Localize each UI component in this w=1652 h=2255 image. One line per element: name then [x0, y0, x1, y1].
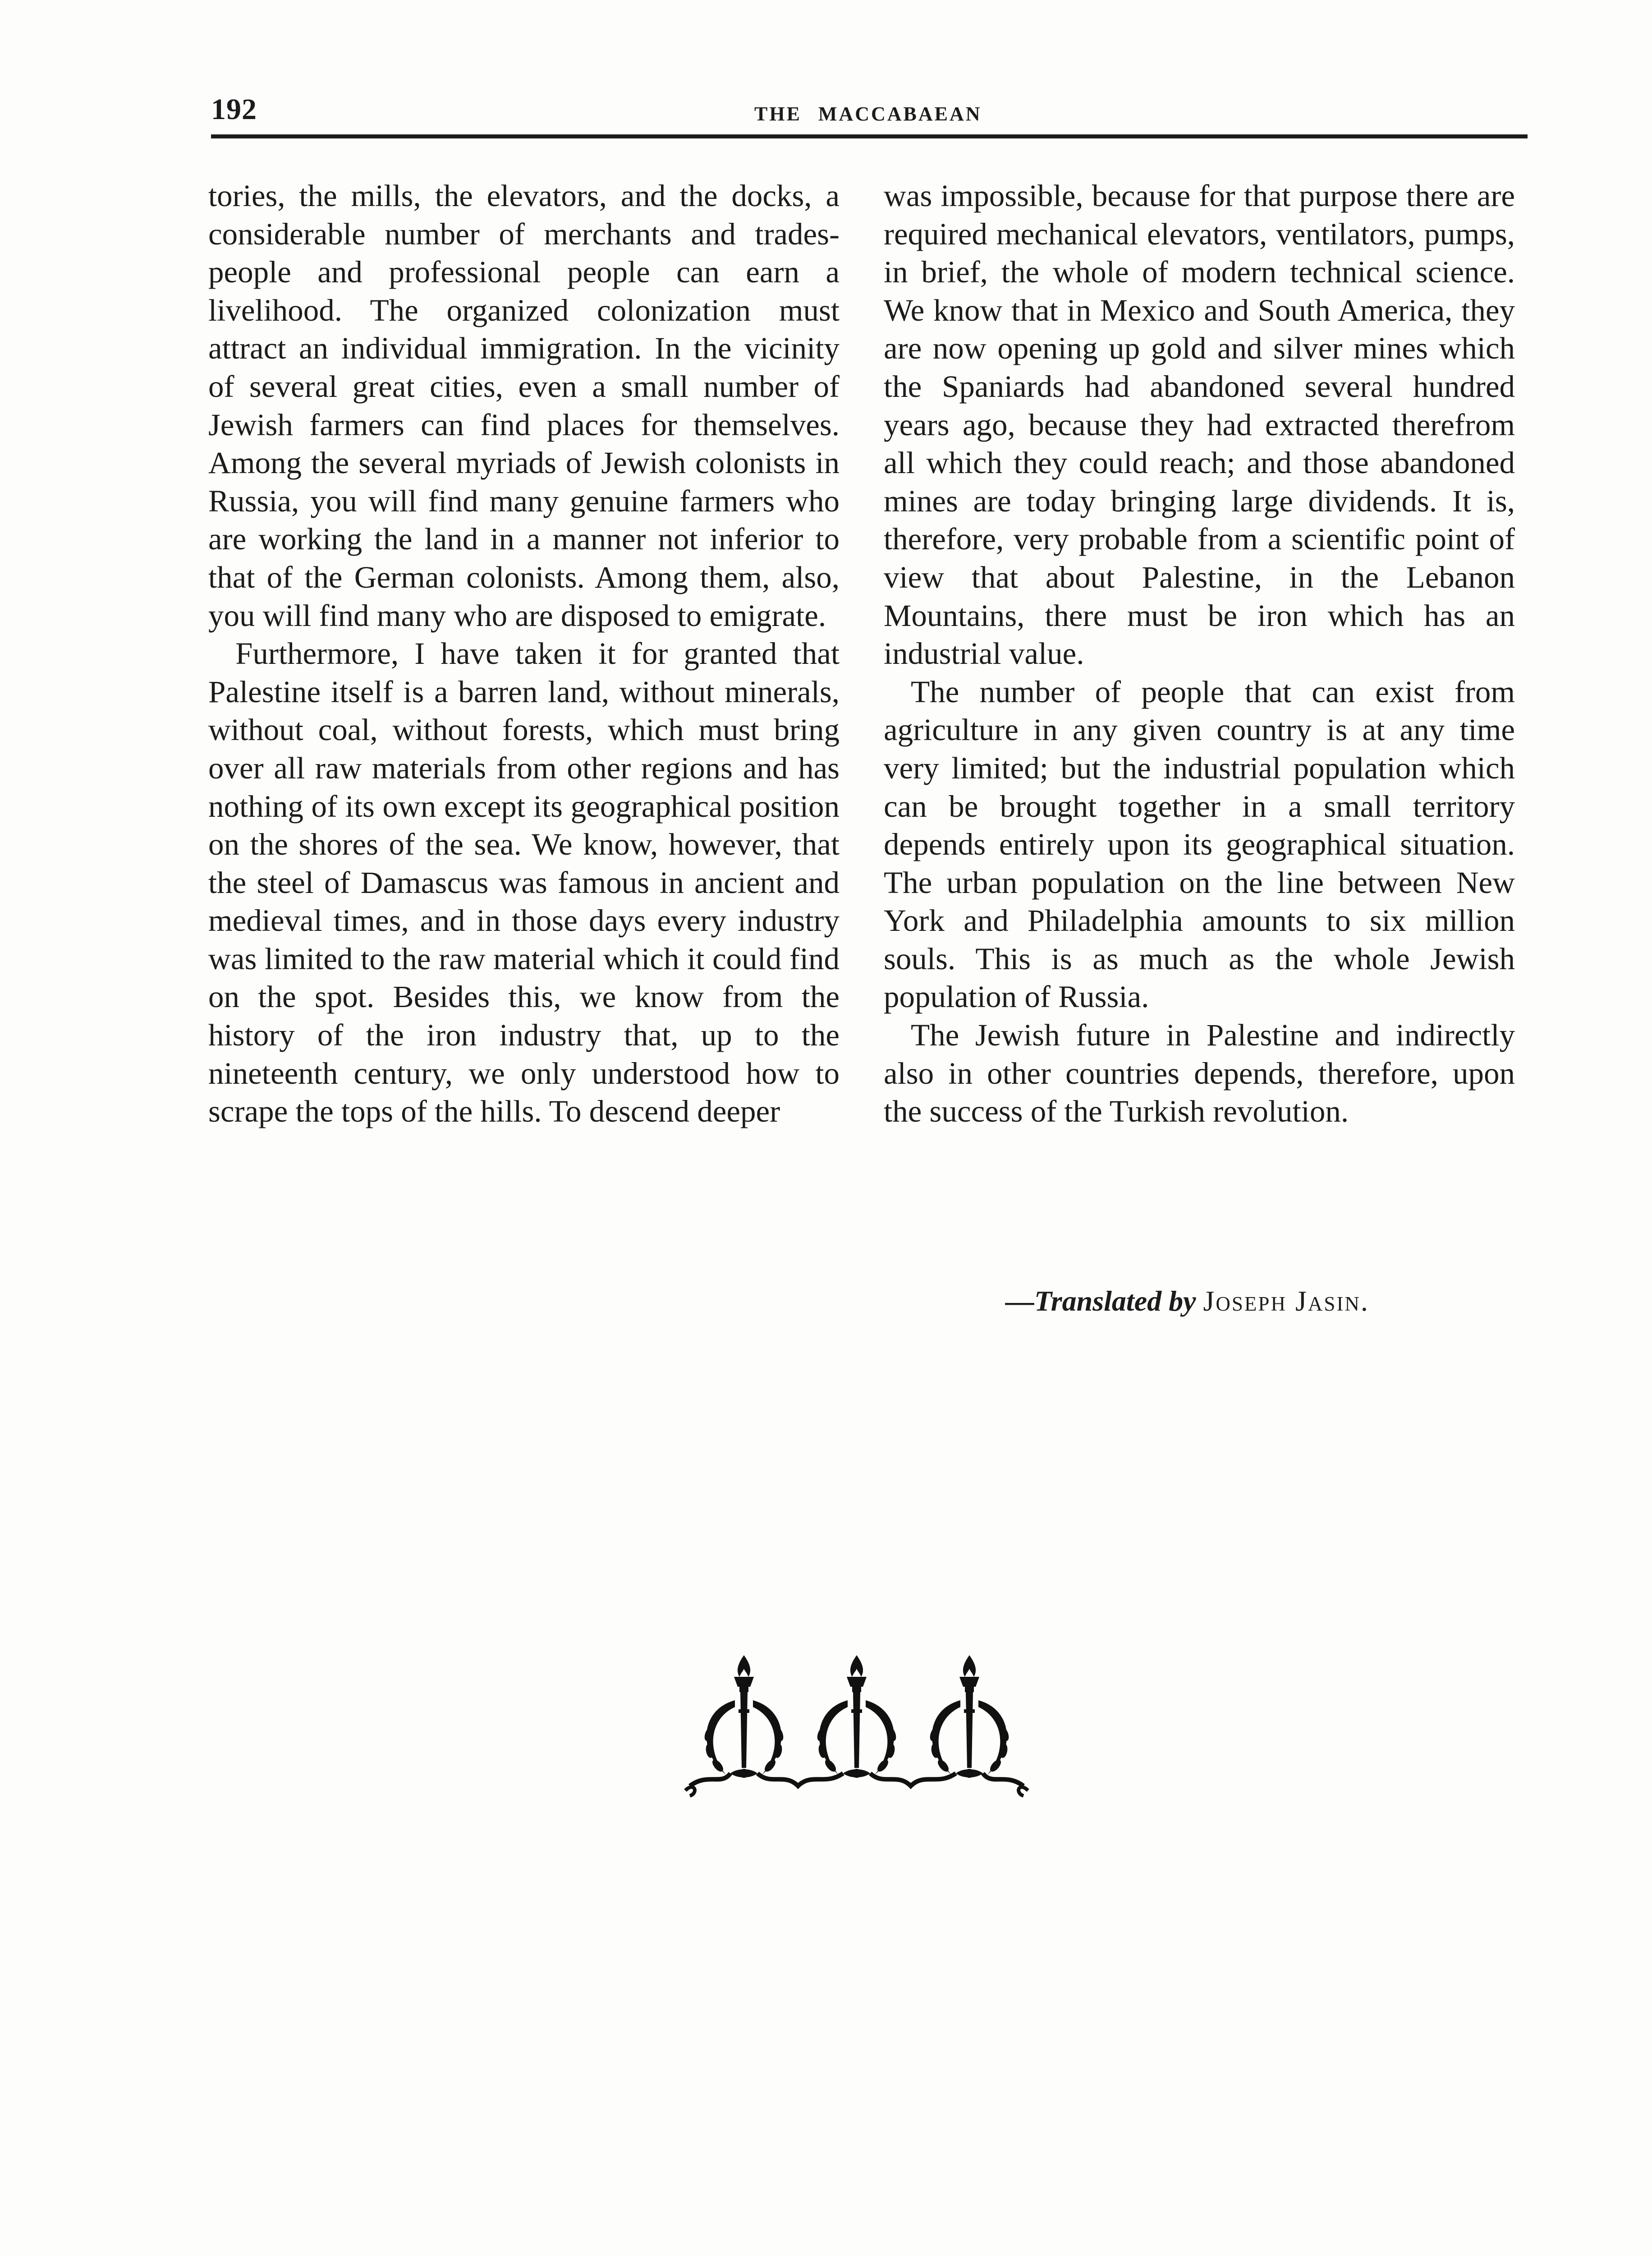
translator-credit — [1005, 1284, 1528, 1318]
left-column — [208, 177, 840, 1131]
page-number: 192 — [211, 93, 257, 126]
page-header — [211, 92, 1528, 138]
header-rule — [211, 134, 1528, 138]
running-title: THE MACCABAEAN — [754, 103, 982, 125]
paragraph: The number of people that can exist from agriculture in any given country is at any time very limited; but the industrial population which can be brought together in a small territory depends entirely upon its geographical situation. The urban population on the line between New York and Philadelphia amounts to six million souls. This is as much as the whole Jewish population of Russia. — [884, 674, 1515, 1014]
paragraph: The Jewish future in Palestine and indirectly also in other countries depends, therefore, upon the success of the Turkish revolution. — [884, 1018, 1515, 1129]
right-column — [884, 177, 1515, 1131]
paragraph: tories, the mills, the elevators, and the docks, a considerable number of merchants and trades-people and professional people can earn a livelihood. The organized colonization must attract an individual immigration. In the vicinity of several great cities, even a small number of Jewish farmers can find places for themselves. Among the several myriads of Jewish colonists in Russia, you will find many genuine farmers who are working the land in a manner not inferior to that of the German colonists. Among them, also, you will find many who are disposed to emigrate. — [208, 179, 840, 633]
translator-name: Joseph Jasin. — [1203, 1285, 1369, 1317]
paragraph: Furthermore, I have taken it for granted that Palestine itself is a barren land, without minerals, without coal, without forests, which must bring over all raw materials from other regions and has nothing of its own except its geographical position on the shores of the sea. We know, however, that the steel of Damascus was famous in ancient and medieval times, and in those days every industry was limited to the raw material which it could find on the spot. Besides this, we know from the history of the iron industry that, up to the nineteenth century, we only understood how to scrape the tops of the hills. To descend deeper — [208, 636, 840, 1129]
torch-wreath-ornament-icon — [681, 1651, 1032, 1799]
paragraph: was impossible, because for that purpose there are required mechanical elevators, ventilators, pumps, in brief, the whole of modern technical science. We know that in Mexico and South America, they are now opening up gold and silver mines which the Spaniards had abandoned several hundred years ago, because they had extracted therefrom all which they could reach; and those abandoned mines are today bringing large dividends. It is, therefore, very probable from a scientific point of view that about Palestine, in the Lebanon Mountains, there must be iron which has an industrial value. — [884, 179, 1515, 671]
credit-prefix: —Translated by — [1005, 1285, 1196, 1317]
